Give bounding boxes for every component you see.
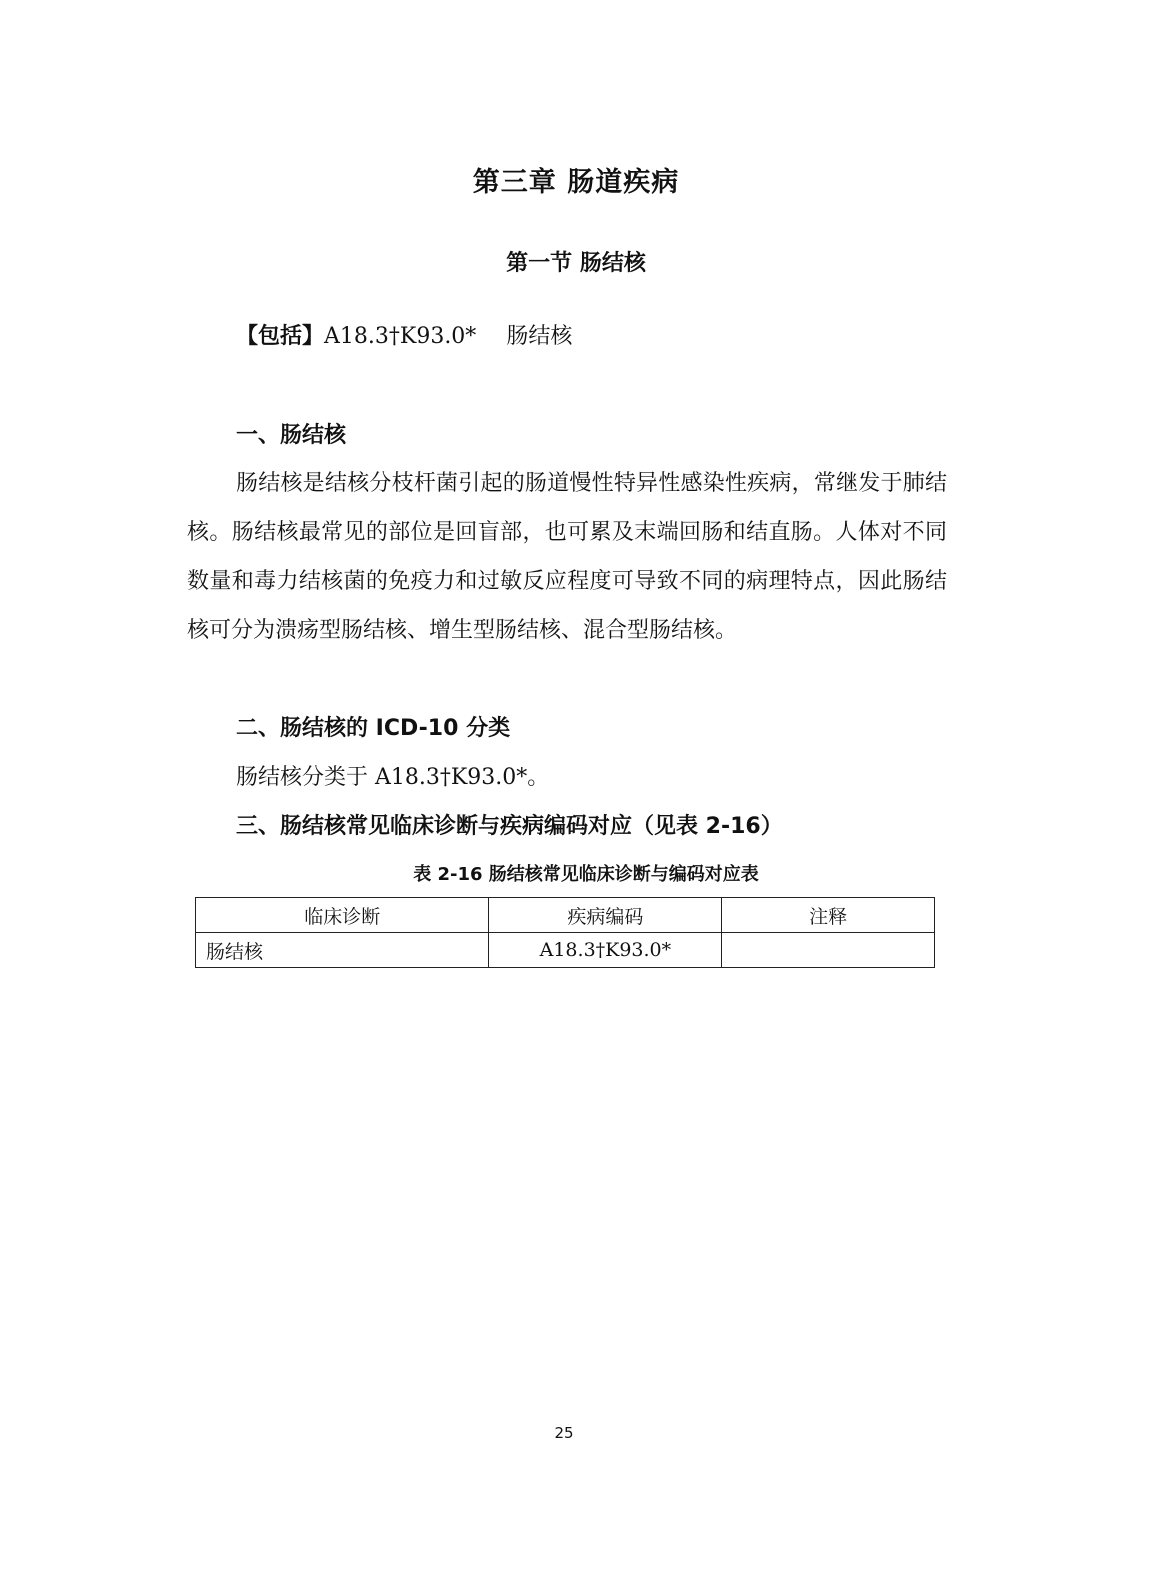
table-header-row [196, 898, 935, 933]
classification-text: 肠结核分类于 A18.3†K93.0*。 [236, 765, 550, 790]
header-disease-code: 疾病编码 [489, 898, 722, 933]
page-number: 25 [554, 1424, 574, 1442]
cell-diagnosis: 肠结核 [196, 933, 489, 968]
heading-2: 二、肠结核的 ICD-10 分类 [236, 716, 511, 741]
include-code: A18.3†K93.0* [324, 324, 477, 349]
chapter-title: 第三章 肠道疾病 [472, 167, 680, 198]
cell-notes [722, 933, 935, 968]
heading-3: 三、肠结核常见临床诊断与疾病编码对应（见表 2-16） [236, 814, 783, 839]
include-label: 【包括】 [236, 324, 325, 349]
paragraph-1: 肠结核是结核分枝杆菌引起的肠道慢性特异性感染性疾病，常继发于肺结核。肠结核最常见的部位是回盲部，也可累及末端回肠和结直肠。人体对不同数量和毒力结核菌的免疫力和过敏反应程度可导致不同的病理特点，因此肠结核可分为溃疡型肠结核、增生型肠结核、混合型肠结核。 [187, 471, 947, 643]
include-line [236, 319, 572, 350]
include-term: 肠结核 [506, 324, 573, 349]
diagnosis-code-table [195, 897, 935, 968]
header-clinical-diagnosis: 临床诊断 [196, 898, 489, 933]
section-title: 第一节 肠结核 [506, 251, 646, 276]
table-row [196, 933, 935, 968]
header-notes: 注释 [722, 898, 935, 933]
cell-code: A18.3†K93.0* [489, 933, 722, 968]
heading-1: 一、肠结核 [236, 423, 347, 448]
table-caption: 表 2-16 肠结核常见临床诊断与编码对应表 [413, 864, 759, 885]
